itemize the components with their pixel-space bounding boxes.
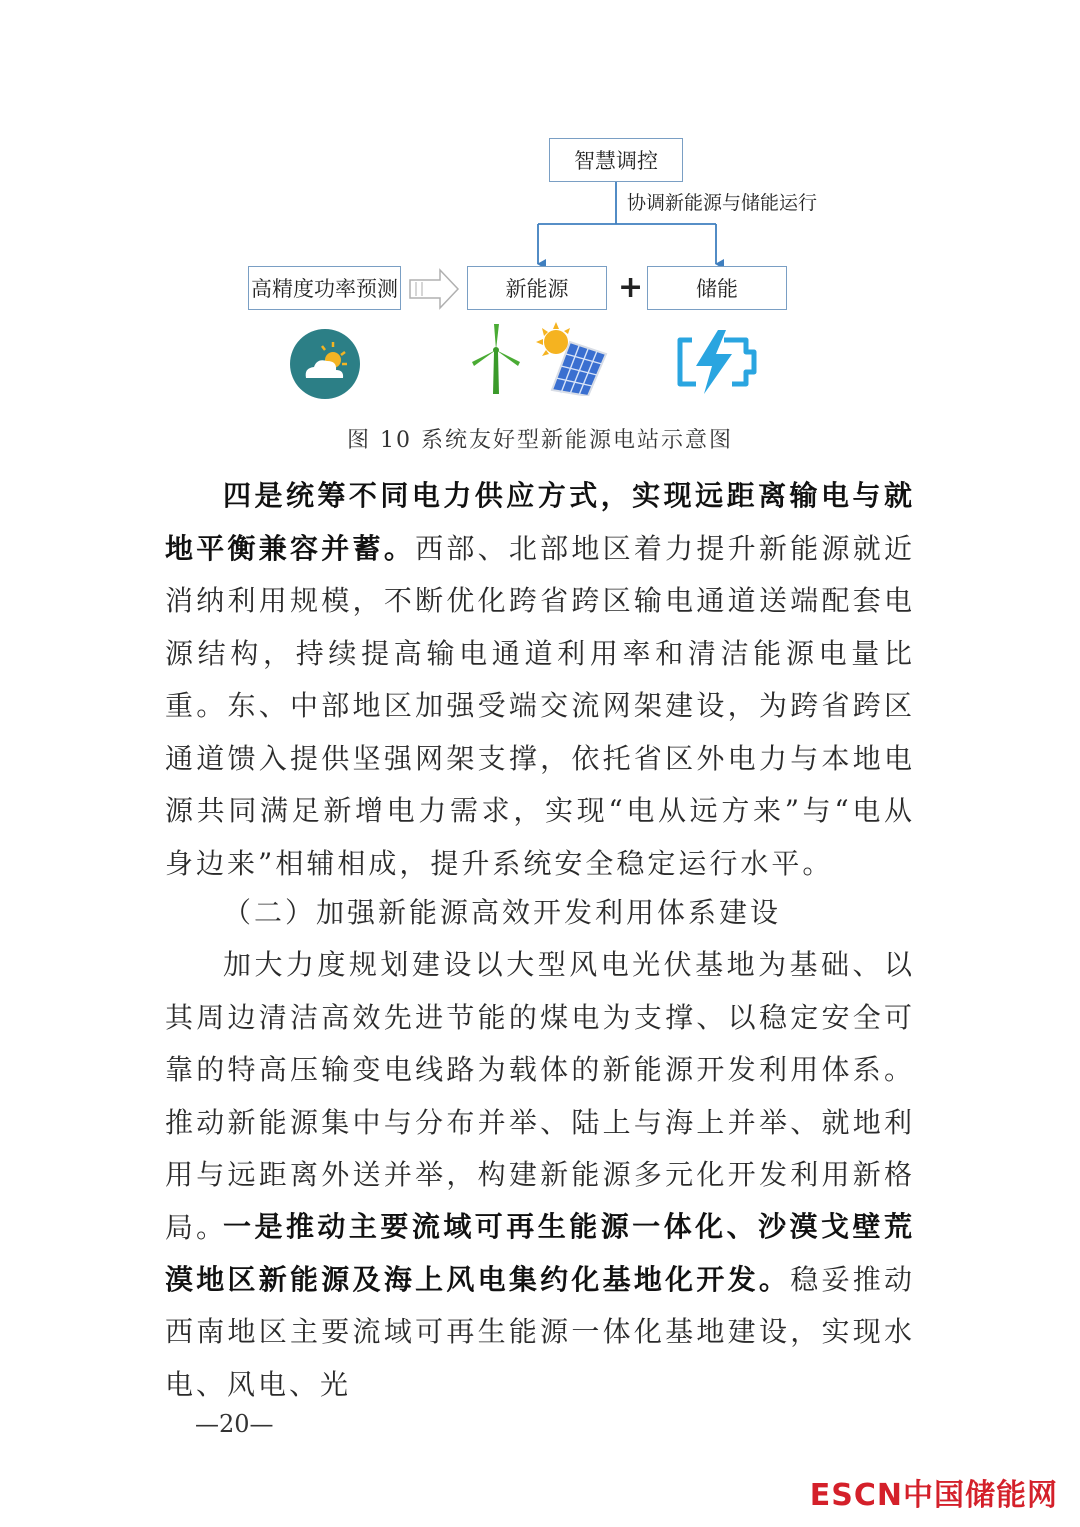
wind-turbine-icon xyxy=(470,322,522,394)
paragraph-1-text: 西部、北部地区着力提升新能源就近消纳利用规模，不断优化跨省跨区输电通道送端配套电源结构，持续提高输电通道利用率和清洁能源电量比重。东、中部地区加强受端交流网架建设，为跨省跨区通道馈入提供坚强网架支撑，依托省区外电力与本地电源共同满足新增电力需求，实现“电从远方来”与“电从身边来”相辅相成，提升系统安全稳定运行水平。 xyxy=(165,531,915,880)
figure-diagram xyxy=(0,0,1080,420)
escn-watermark: ESCN中国储能网 xyxy=(809,1478,1058,1513)
page-number: —20— xyxy=(195,1410,274,1438)
paragraph-3 xyxy=(165,1201,915,1411)
section-heading: （二）加强新能源高效开发利用体系建设 xyxy=(223,896,782,929)
paragraph-2: 加大力度规划建设以大型风电光伏基地为基础、以其周边清洁高效先进节能的煤电为支撑、以稳定安全可靠的特高压输变电线路为载体的新能源开发利用体系。推动新能源集中与分布并举、陆上与海上并举、就地利用与远距离外送并举，构建新能源多元化开发利用新格局。 xyxy=(165,948,915,1244)
paragraph-1 xyxy=(165,470,915,890)
smart-control-box: 智慧调控 xyxy=(549,138,683,182)
energy-storage-box: 储能 xyxy=(647,266,787,310)
hollow-arrow-icon xyxy=(410,270,458,308)
plus-sign: + xyxy=(618,270,644,305)
battery-charging-icon xyxy=(674,328,760,396)
power-forecast-box: 高精度功率预测 xyxy=(248,266,401,310)
weather-cloud-sun-icon xyxy=(289,328,361,400)
figure-caption: 图 10 系统友好型新能源电站示意图 xyxy=(347,428,733,453)
solar-panel-icon xyxy=(530,320,608,396)
paragraph-3-bold: 一是推动主要流域可再生能源一体化、沙漠戈壁荒漠地区新能源及海上风电集约化基地化开发。 xyxy=(165,1210,915,1296)
coordination-label: 协调新能源与储能运行 xyxy=(627,192,818,214)
paragraph-1-bold: 四是统筹不同电力供应方式，实现远距离输电与就地平衡兼容并蓄。 xyxy=(165,479,915,565)
renewable-energy-box: 新能源 xyxy=(467,266,607,310)
paragraph-3-text: 稳妥推动西南地区主要流域可再生能源一体化基地建设，实现水电、风电、光 xyxy=(165,1262,915,1401)
